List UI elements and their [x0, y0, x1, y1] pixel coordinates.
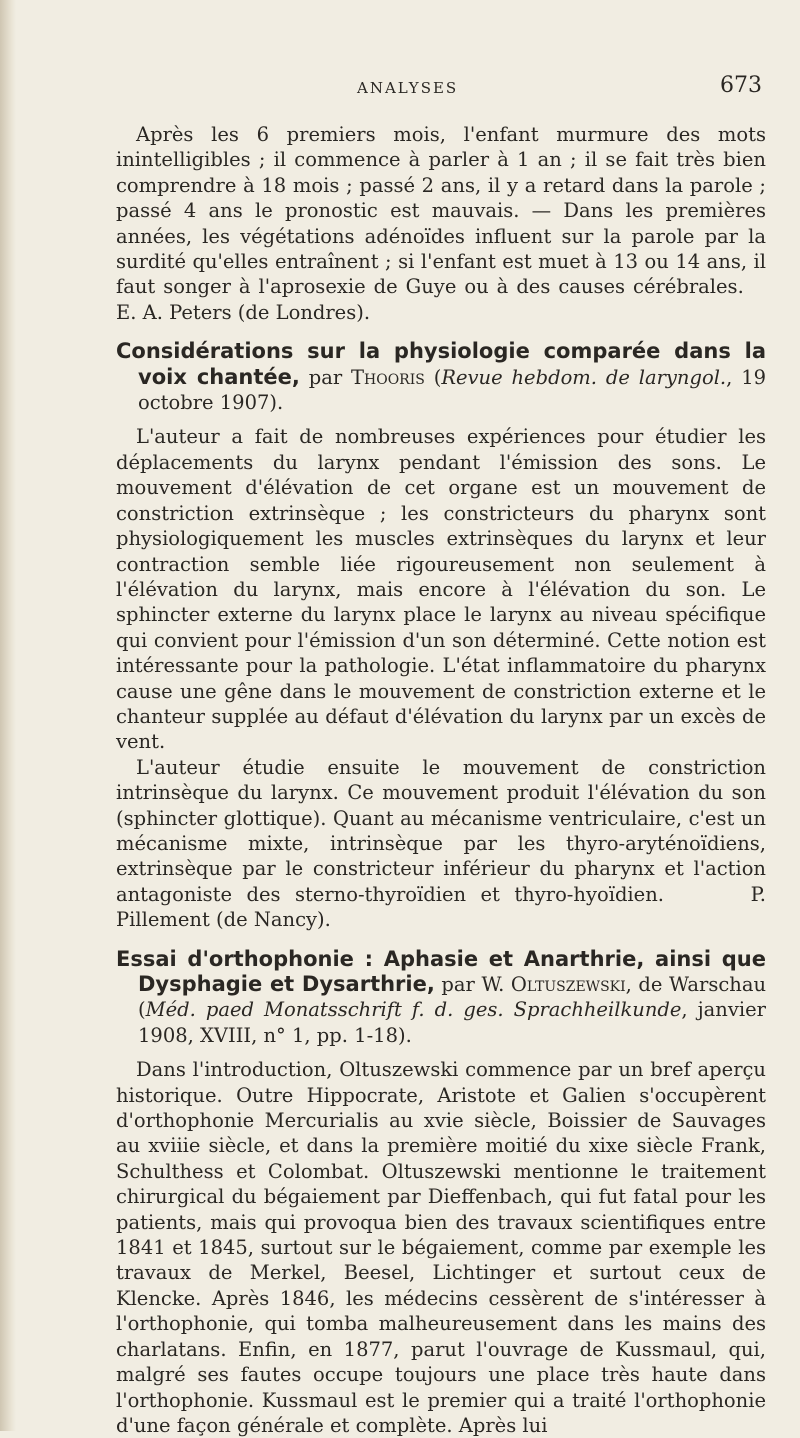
page-header	[0, 73, 800, 103]
article-paragraph	[116, 755, 766, 933]
article-author: Thooris	[351, 365, 425, 389]
continued-paragraph	[116, 122, 766, 325]
paragraph-text: L'auteur étudie ensuite le mouvement de constriction intrinsèque du larynx. Ce mouvement produit l'élévation du son (sphincter glottique). Quant au mécanisme ventriculaire, c'est un mécanisme mixte, intrinsèque par les thyro-aryténoïdiens, extrinsèque par le constricteur inférieur du pharynx et l'action antagoniste des sterno-thyroïdien et thyro-hyoïdien.	[116, 755, 766, 906]
page-binding-edge	[0, 0, 16, 1431]
article-paragraph: Dans l'introduction, Oltuszewski commence par un bref aperçu historique. Outre Hippocrate, Aristote et Galien s'occupèrent d'orthophonie Mercurialis au xvie siècle, Boissier de Sauvages au xviiie siècle, et dans la première moitié du xixe siècle Frank, Schulthess et Colombat. Oltuszewski mentionne le traitement chirurgical du bégaiement par Dieffenbach, qui fut fatal pour les patients, mais qui provoqua bien des travaux scientifiques entre 1841 et 1845, surtout sur le bégaiement, comme par exemple les travaux de Merkel, Beesel, Lichtinger et surtout ceux de Klencke. Après 1846, les médecins cessèrent de s'intéresser à l'orthophonie, qui tomba malheureusement dans les mains des charlatans. Enfin, en 1877, parut l'ouvrage de Kussmaul, qui, malgré ses fautes occupe toujours une place très haute dans l'orthophonie. Kussmaul est le premier qui a traité l'orthophonie d'une façon générale et complète. Après lui	[116, 1058, 766, 1437]
article-heading	[116, 339, 766, 415]
running-title: ANALYSES	[357, 79, 459, 97]
citation-open: (	[424, 365, 442, 389]
article-title: Essai d'orthophonie : Aphasie et Anarthrie, ainsi que Dysphagie et Dysarthrie,	[116, 946, 766, 996]
paragraph-text: Après les 6 premiers mois, l'enfant murmure des mots inintelligibles ; il commence à parler à 1 an ; il se fait très bien comprendre à 18 mois ; passé 2 ans, il y a retard dans la parole ; passé 4 ans le pronostic est mauvais. — Dans les premières années, les végétations adénoïdes influent sur la parole par la surdité qu'elles entraînent ; si l'enfant est muet à 13 ou 14 ans, il faut songer à l'aprosexie de Guye ou à des causes cérébrales.	[116, 123, 766, 299]
signature: P. Pillement (de Nancy).	[116, 882, 766, 932]
article-paragraph: L'auteur a fait de nombreuses expériences pour étudier les déplacements du larynx pendant l'émission des sons. Le mouvement d'élévation de cet organe est un mouvement de constriction extrinsèque ; les constricteurs du pharynx sont physiologiquement les muscles extrinsèques du larynx et leur contraction semble liée rigoureusement non seulement à l'élévation du larynx, mais encore à l'élévation du son. Le sphincter externe du larynx place le larynx au niveau spécifique qui convient pour l'émission d'un son déterminé. Cette notion est intéressante pour la pathologie. L'état inflammatoire du pharynx cause une gêne dans le mouvement de constriction externe et le chanteur supplée au défaut d'élévation du larynx par un excès de vent.	[116, 425, 766, 754]
page-number: 673	[720, 73, 762, 98]
article-author: Oltuszewski	[510, 973, 626, 996]
signature: E. A. Peters (de Londres).	[116, 300, 371, 324]
article-place: , de Warschau (	[138, 973, 767, 1022]
journal-name: Revue hebdom. de laryngol.	[441, 365, 727, 389]
article-by: par	[299, 365, 351, 389]
article-title: Considérations sur la physiologie comparée dans la voix chantée,	[116, 339, 766, 389]
citation-date: , 19 octobre 1907).	[138, 365, 767, 415]
citation-date: , janvier 1908, XVIII, n° 1, pp. 1-18).	[138, 998, 766, 1047]
page-body	[116, 122, 766, 1438]
article-heading	[116, 947, 766, 1049]
journal-name: Méd. paed Monatsschrift f. d. ges. Sprachheilkunde	[145, 998, 682, 1022]
article-by: par W.	[434, 973, 511, 996]
